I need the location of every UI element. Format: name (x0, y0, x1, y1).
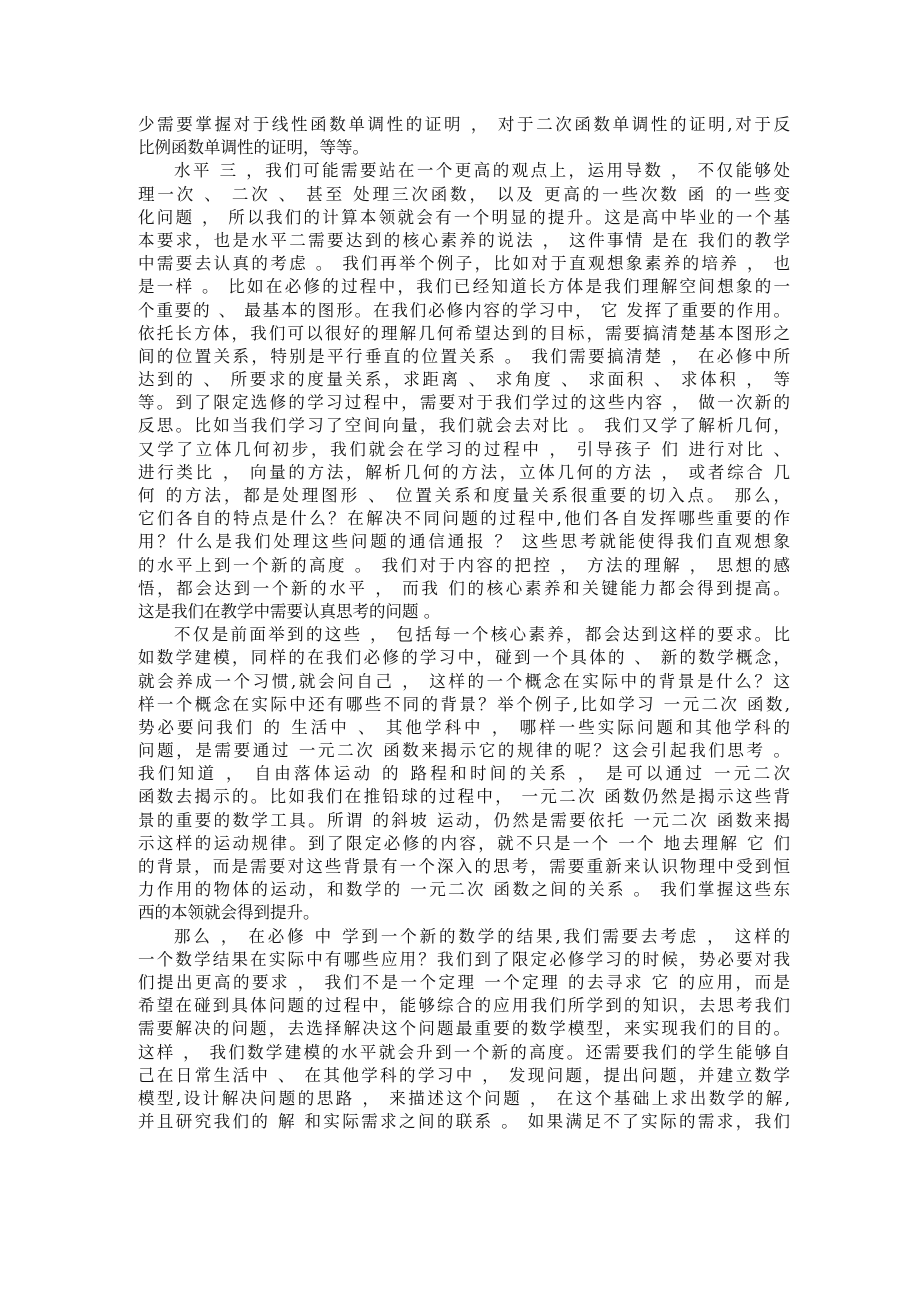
text-line: 西的本领就会得到提升。 (138, 903, 320, 923)
text-line: 我们知道 ， 自由落体运动 的 路程和时间的关系 ， 是可以通过 一元二次 (138, 764, 790, 784)
text-line: 悟，都会达到一个新的水平 ， 而我 们的核心素养和关键能力都会得到提高。 (138, 578, 790, 598)
text-line: 模型,设计解决问题的思路 ， 来描述这个问题 ， 在这个基础上求出数学的解, (138, 1088, 790, 1108)
text-line: 它们各自的特点是什么？在解决不同问题的过程中,他们各自发挥哪些重要的作 (138, 509, 790, 529)
text-line: 示这样的运动规律。到了限定必修的内容，就不只是一个 一个 地去理解 它 们 (138, 833, 790, 853)
text-line: 如数学建模，同样的在我们必修的学习中，碰到一个具体的 、 新的数学概念， (138, 648, 790, 668)
text-line: 间的位置关系，特别是平行垂直的位置关系 。 我们需要搞清楚 ， 在必修中所 (138, 346, 790, 366)
text-line: 这是我们在教学中需要认真思考的问题 。 (138, 601, 441, 621)
text-line: 希望在碰到具体问题的过程中，能够综合的应用我们所学到的知识，去思考我们 (138, 996, 790, 1016)
text-line: 函数去揭示的。比如我们在推铅球的过程中， 一元二次 函数仍然是揭示这些背 (138, 787, 790, 807)
text-line: 反思。比如当我们学习了空间向量，我们就会去对比 。 我们又学了解析几何， (138, 416, 790, 436)
text-line: 就会养成一个习惯,就会问自己 ， 这样的一个概念在实际中的背景是什么？这 (138, 671, 790, 691)
text-line: 比例函数单调性的证明，等等。 (138, 138, 369, 158)
text-line: 力作用的物体的运动，和数学的 一元二次 函数之间的关系 。 我们掌握这些东 (138, 880, 790, 900)
text-line: 中需要去认真的考虑 。 我们再举个例子，比如对于直观想象素养的培养 ， 也 (138, 254, 790, 274)
text-line: 又学了立体几何初步，我们就会在学习的过程中 ， 引导孩子 们 进行对比 、 (138, 439, 790, 459)
text-line: 进行类比 ， 向量的方法，解析几何的方法，立体几何的方法 ， 或者综合 几 (138, 462, 790, 482)
text-line: 何 的方法，都是处理图形 、 位置关系和度量关系很重要的切入点。 那么， (138, 486, 790, 505)
text-line: 需要解决的问题，去选择解决这个问题最重要的数学模型，来实现我们的目的。 (138, 1019, 790, 1039)
text-line: 这样 ， 我们数学建模的水平就会升到一个新的高度。还需要我们的学生能够自 (138, 1042, 790, 1062)
text-line: 本要求，也是水平二需要达到的核心素养的说法 ， 这件事情 是在 我们的教学 (138, 230, 790, 250)
text-line: 少需要掌握对于线性函数单调性的证明 ， 对于二次函数单调性的证明,对于反 (138, 115, 790, 134)
text-line: 景的重要的数学工具。所谓 的斜坡 运动，仍然是需要依托 一元二次 函数来揭 (138, 810, 790, 830)
text-line: 一个数学结果在实际中有哪些应用？我们到了限定必修学习的时候，势必要对我 (138, 949, 790, 969)
text-line: 的背景，而是需要对这些背景有一个深入的思考，需要重新来认识物理中受到恒 (138, 857, 790, 876)
text-line: 化问题 ， 所以我们的计算本领就会有一个明显的提升。这是高中毕业的一个基 (138, 207, 790, 227)
text-line: 用？什么是我们处理这些问题的通信通报 ？ 这些思考就能使得我们直观想象 (138, 532, 790, 552)
text-line: 们提出更高的要求 ， 我们不是一个定理 一个定理 的去寻求 它 的应用，而是 (138, 972, 790, 992)
text-line: 那么 ， 在必修 中 学到一个新的数学的结果,我们需要去考虑 ， 这样的 (174, 926, 790, 946)
text-line: 问题，是需要通过 一元二次 函数来揭示它的规律的呢？这会引起我们思考 。 (138, 741, 790, 761)
text-line: 达到的 、 所要求的度量关系，求距离 、 求角度 、 求面积 、 求体积 ， 等 (138, 370, 790, 390)
text-line: 势必要问我们 的 生活中 、 其他学科中 ， 哪样一些实际问题和其他学科的 (138, 717, 790, 737)
text-line: 并且研究我们的 解 和实际需求之间的联系 。 如果满足不了实际的需求，我们 (138, 1112, 790, 1132)
text-line: 水平 三 ，我们可能需要站在一个更高的观点上，运用导数 ， 不仅能够处 (174, 161, 790, 181)
text-line: 是一样 。 比如在必修的过程中，我们已经知道长方体是我们理解空间想象的一 (138, 277, 790, 297)
text-line: 不仅是前面举到的这些 ， 包括每一个核心素养，都会达到这样的要求。比 (174, 625, 790, 645)
text-line: 个重要的 、 最基本的图形。在我们必修内容的学习中， 它 发挥了重要的作用。 (138, 300, 790, 320)
text-line: 等。到了限定选修的学习过程中，需要对于我们学过的这些内容 ， 做一次新的 (138, 393, 790, 413)
text-line: 的水平上到一个新的高度 。 我们对于内容的把控 ， 方法的理解 ， 思想的感 (138, 555, 790, 575)
text-line: 样一个概念在实际中还有哪些不同的背景？举个例子,比如学习 一元二次 函数, (138, 694, 790, 714)
text-line: 己在日常生活中 、 在其他学科的学习中 ， 发现问题，提出问题，并建立数学 (138, 1065, 790, 1085)
text-line: 理一次 、 二次 、 甚至 处理三次函数， 以及 更高的一些次数 函 的一些变 (138, 184, 790, 204)
text-line: 依托长方体，我们可以很好的理解几何希望达到的目标，需要搞清楚基本图形之 (138, 323, 790, 343)
document-body (138, 113, 790, 1133)
